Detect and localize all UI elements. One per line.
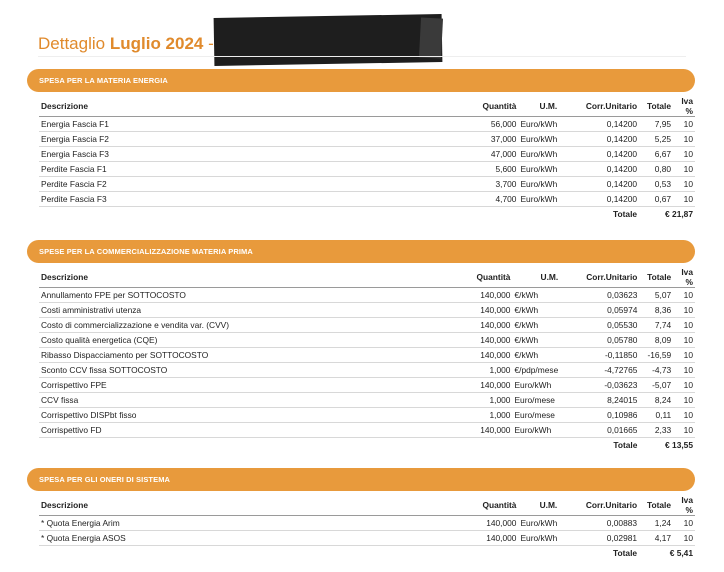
cell-unit: -0,11850 <box>560 348 639 363</box>
table-row <box>39 363 695 378</box>
cell-desc: Costi amministrativi utenza <box>39 303 471 318</box>
cell-qty: 140,000 <box>471 288 513 303</box>
cell-um: Euro/kWh <box>512 423 560 438</box>
page-title <box>38 34 214 54</box>
cell-iva: 10 <box>673 132 695 147</box>
cell-unit: 0,02981 <box>559 531 639 546</box>
cell-um: €/pdp/mese <box>512 363 560 378</box>
cell-um: Euro/kWh <box>518 192 559 207</box>
cell-qty: 140,000 <box>477 516 519 531</box>
total-value: € 21,87 <box>665 209 693 219</box>
cell-um: Euro/mese <box>512 408 560 423</box>
section-header-bar: SPESA PER GLI ONERI DI SISTEMA <box>27 468 695 491</box>
redaction-mark <box>214 14 443 66</box>
redaction-mark-edge <box>419 17 443 58</box>
total-row <box>39 438 695 453</box>
total-label: Totale <box>613 209 638 219</box>
total-label: Totale <box>613 548 638 558</box>
title-month: Luglio 2024 <box>109 34 204 53</box>
cell-um: Euro/kWh <box>518 162 559 177</box>
cell-qty: 140,000 <box>471 333 513 348</box>
section-header-bar: SPESA PER LA MATERIA ENERGIA <box>27 69 695 92</box>
cell-iva: 10 <box>673 393 695 408</box>
cell-um: Euro/kWh <box>512 378 560 393</box>
cell-iva: 10 <box>673 378 695 393</box>
cell-qty: 140,000 <box>477 531 519 546</box>
cell-unit: 0,14200 <box>559 192 639 207</box>
col-total: Totale <box>639 495 673 516</box>
cell-qty: 47,000 <box>476 147 518 162</box>
cell-um: €/kWh <box>512 348 560 363</box>
col-desc: Descrizione <box>39 495 477 516</box>
cell-desc: Costo di commercializzazione e vendita var. (CVV) <box>39 318 471 333</box>
table-row <box>39 531 695 546</box>
cell-total: -4,73 <box>639 363 673 378</box>
table-row <box>39 378 695 393</box>
cell-total: 4,17 <box>639 531 673 546</box>
cell-iva: 10 <box>673 303 695 318</box>
cell-desc: Energia Fascia F2 <box>39 132 476 147</box>
col-iva: Iva % <box>673 267 695 288</box>
cell-iva: 10 <box>673 333 695 348</box>
cell-um: €/kWh <box>512 333 560 348</box>
table-row <box>39 162 695 177</box>
cell-qty: 4,700 <box>476 192 518 207</box>
col-um: U.M. <box>518 495 559 516</box>
cell-unit: 0,14200 <box>559 177 639 192</box>
table-header-row <box>39 96 695 117</box>
cell-iva: 10 <box>673 423 695 438</box>
total-row <box>39 207 695 222</box>
cell-qty: 140,000 <box>471 348 513 363</box>
cell-iva: 10 <box>673 117 695 132</box>
section-table <box>39 267 695 452</box>
cell-um: Euro/kWh <box>518 117 559 132</box>
col-iva: Iva % <box>673 96 695 117</box>
col-desc: Descrizione <box>39 267 471 288</box>
cell-desc: Ribasso Dispacciamento per SOTTOCOSTO <box>39 348 471 363</box>
table-row <box>39 177 695 192</box>
table-row <box>39 147 695 162</box>
cell-unit: 0,14200 <box>559 132 639 147</box>
section-table <box>39 96 695 221</box>
cell-iva: 10 <box>673 531 695 546</box>
cell-total: 8,09 <box>639 333 673 348</box>
col-desc: Descrizione <box>39 96 476 117</box>
cell-unit: 0,10986 <box>560 408 639 423</box>
cell-iva: 10 <box>673 162 695 177</box>
cell-um: Euro/mese <box>512 393 560 408</box>
cell-total: 2,33 <box>639 423 673 438</box>
col-qty: Quantità <box>476 96 518 117</box>
cell-qty: 140,000 <box>471 318 513 333</box>
cell-unit: 0,05780 <box>560 333 639 348</box>
cell-qty: 37,000 <box>476 132 518 147</box>
cell-total: 0,80 <box>639 162 673 177</box>
cell-desc: Sconto CCV fissa SOTTOCOSTO <box>39 363 471 378</box>
cell-desc: CCV fissa <box>39 393 471 408</box>
cell-um: €/kWh <box>512 303 560 318</box>
section-header-bar: SPESE PER LA COMMERCIALIZZAZIONE MATERIA PRIMA <box>27 240 695 263</box>
col-iva: Iva % <box>673 495 695 516</box>
cell-iva: 10 <box>673 408 695 423</box>
title-dash: - <box>203 34 214 53</box>
cell-desc: Perdite Fascia F3 <box>39 192 476 207</box>
cell-iva: 10 <box>673 147 695 162</box>
table-row <box>39 117 695 132</box>
cell-desc: Corrispettivo FPE <box>39 378 471 393</box>
cell-total: 5,07 <box>639 288 673 303</box>
cell-iva: 10 <box>673 318 695 333</box>
title-divider <box>38 56 686 57</box>
total-value: € 5,41 <box>669 548 693 558</box>
cell-total: 8,36 <box>639 303 673 318</box>
cell-qty: 5,600 <box>476 162 518 177</box>
cell-total: -16,59 <box>639 348 673 363</box>
section-system-charges <box>27 468 695 560</box>
cell-total: 0,11 <box>639 408 673 423</box>
table-row <box>39 192 695 207</box>
title-prefix: Dettaglio <box>38 34 106 53</box>
cell-total: -5,07 <box>639 378 673 393</box>
cell-iva: 10 <box>673 192 695 207</box>
col-total: Totale <box>639 96 673 117</box>
cell-um: Euro/kWh <box>518 147 559 162</box>
col-unit: Corr.Unitario <box>560 267 639 288</box>
col-um: U.M. <box>518 96 559 117</box>
col-unit: Corr.Unitario <box>559 96 639 117</box>
col-total: Totale <box>639 267 673 288</box>
cell-total: 1,24 <box>639 516 673 531</box>
cell-um: €/kWh <box>512 288 560 303</box>
cell-unit: -4,72765 <box>560 363 639 378</box>
table-row <box>39 393 695 408</box>
cell-total: 0,67 <box>639 192 673 207</box>
cell-qty: 3,700 <box>476 177 518 192</box>
cell-desc: Annullamento FPE per SOTTOCOSTO <box>39 288 471 303</box>
total-row <box>39 546 695 561</box>
cell-unit: 0,05530 <box>560 318 639 333</box>
cell-unit: 0,00883 <box>559 516 639 531</box>
total-value: € 13,55 <box>665 440 693 450</box>
table-row <box>39 333 695 348</box>
col-qty: Quantità <box>471 267 513 288</box>
cell-total: 6,67 <box>639 147 673 162</box>
cell-qty: 140,000 <box>471 423 513 438</box>
cell-iva: 10 <box>673 363 695 378</box>
cell-um: Euro/kWh <box>518 132 559 147</box>
table-row <box>39 348 695 363</box>
cell-desc: Corrispettivo DISPbt fisso <box>39 408 471 423</box>
cell-desc: * Quota Energia Arim <box>39 516 477 531</box>
table-row <box>39 288 695 303</box>
cell-desc: Energia Fascia F1 <box>39 117 476 132</box>
cell-unit: -0,03623 <box>560 378 639 393</box>
col-um: U.M. <box>512 267 560 288</box>
cell-iva: 10 <box>673 288 695 303</box>
cell-iva: 10 <box>673 348 695 363</box>
cell-unit: 8,24015 <box>560 393 639 408</box>
cell-qty: 1,000 <box>471 408 513 423</box>
cell-iva: 10 <box>673 516 695 531</box>
cell-qty: 140,000 <box>471 378 513 393</box>
table-row <box>39 303 695 318</box>
cell-unit: 0,14200 <box>559 162 639 177</box>
cell-total: 8,24 <box>639 393 673 408</box>
col-qty: Quantità <box>477 495 519 516</box>
cell-iva: 10 <box>673 177 695 192</box>
cell-desc: Perdite Fascia F2 <box>39 177 476 192</box>
cell-unit: 0,03623 <box>560 288 639 303</box>
cell-unit: 0,14200 <box>559 117 639 132</box>
cell-qty: 1,000 <box>471 393 513 408</box>
table-row <box>39 408 695 423</box>
table-row <box>39 516 695 531</box>
cell-unit: 0,14200 <box>559 147 639 162</box>
table-row <box>39 423 695 438</box>
total-label: Totale <box>613 440 638 450</box>
cell-qty: 140,000 <box>471 303 513 318</box>
cell-total: 7,74 <box>639 318 673 333</box>
cell-desc: Energia Fascia F3 <box>39 147 476 162</box>
cell-um: Euro/kWh <box>518 516 559 531</box>
cell-unit: 0,01665 <box>560 423 639 438</box>
cell-desc: Corrispettivo FD <box>39 423 471 438</box>
cell-um: Euro/kWh <box>518 177 559 192</box>
section-energy <box>27 69 695 221</box>
table-row <box>39 132 695 147</box>
cell-desc: * Quota Energia ASOS <box>39 531 477 546</box>
cell-um: €/kWh <box>512 318 560 333</box>
cell-qty: 56,000 <box>476 117 518 132</box>
col-unit: Corr.Unitario <box>559 495 639 516</box>
cell-unit: 0,05974 <box>560 303 639 318</box>
cell-total: 5,25 <box>639 132 673 147</box>
cell-total: 7,95 <box>639 117 673 132</box>
table-header-row <box>39 267 695 288</box>
cell-um: Euro/kWh <box>518 531 559 546</box>
table-header-row <box>39 495 695 516</box>
cell-desc: Costo qualità energetica (CQE) <box>39 333 471 348</box>
cell-qty: 1,000 <box>471 363 513 378</box>
cell-desc: Perdite Fascia F1 <box>39 162 476 177</box>
section-table <box>39 495 695 560</box>
table-row <box>39 318 695 333</box>
section-commercialization <box>27 240 695 452</box>
cell-total: 0,53 <box>639 177 673 192</box>
